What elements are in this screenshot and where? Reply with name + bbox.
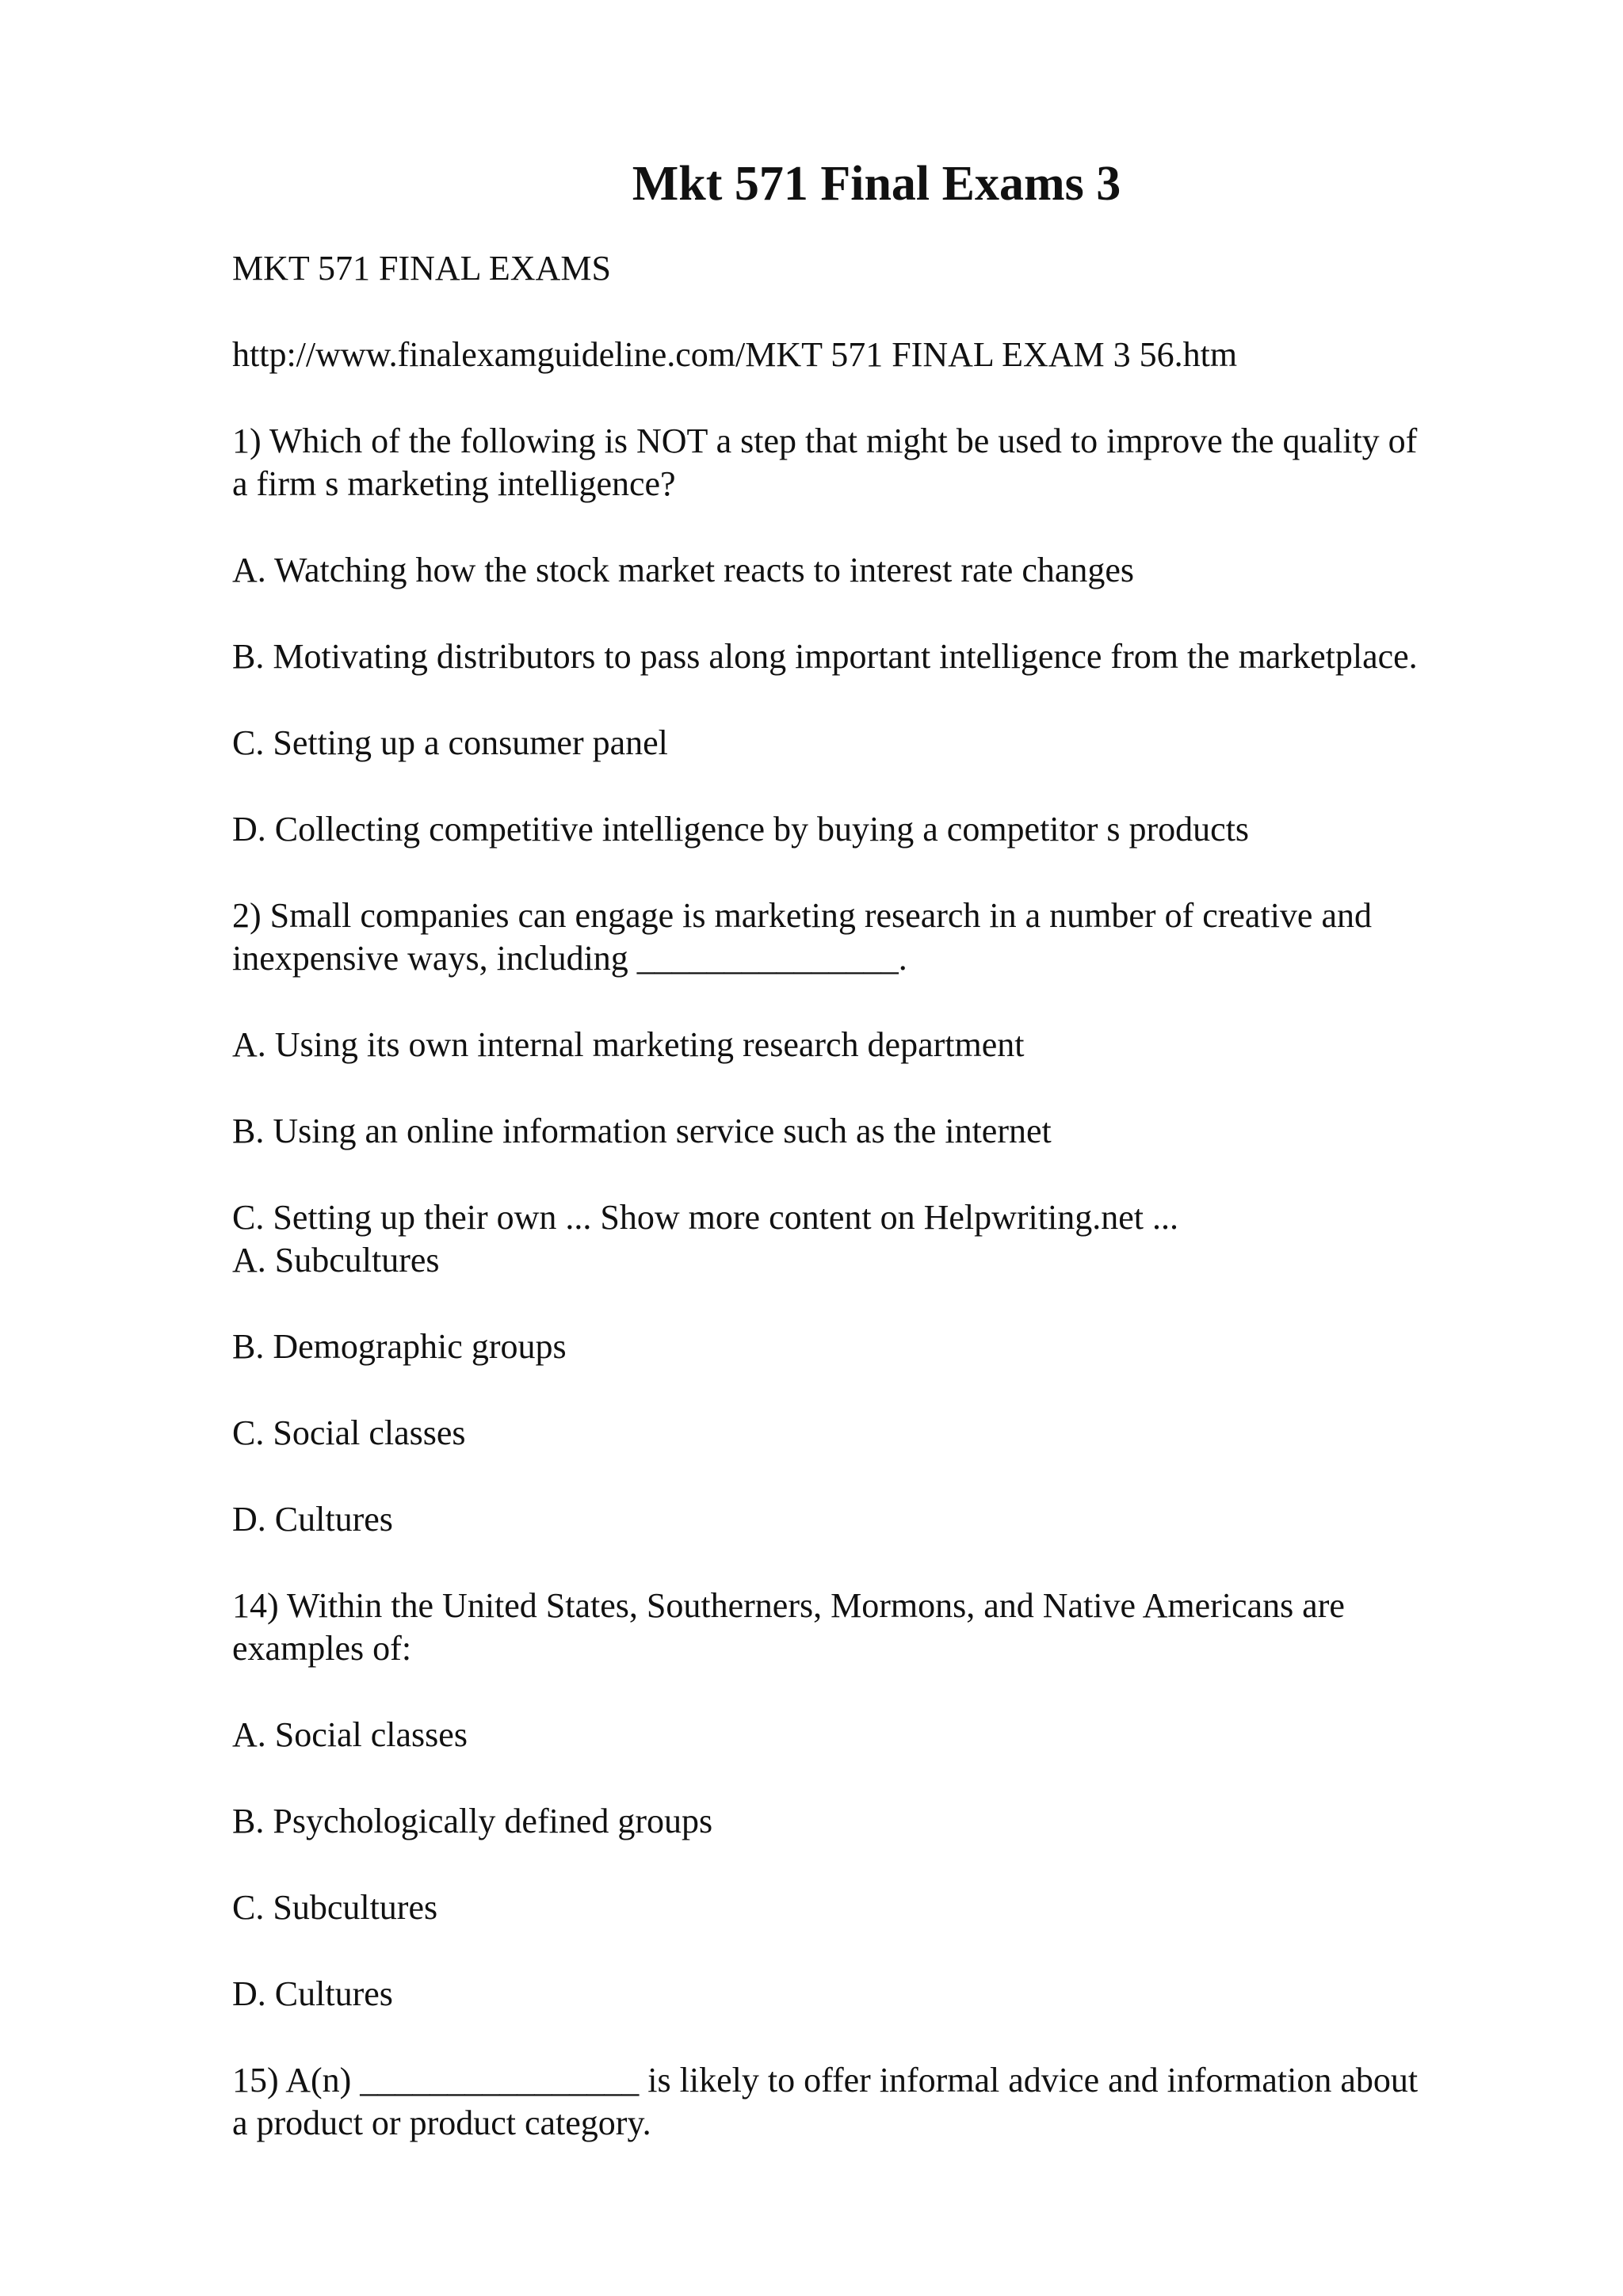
question-2-option-a: A. Using its own internal marketing research department xyxy=(232,1025,1025,1064)
question-14: 14) Within the United States, Southerners, Mormons, and Native Americans are examples of: xyxy=(232,1586,1345,1668)
question-1-option-c: C. Setting up a consumer panel xyxy=(232,723,668,762)
question-14-option-a: A. Social classes xyxy=(232,1715,468,1754)
question-2-option-b: B. Using an online information service such as the internet xyxy=(232,1112,1052,1150)
question-2: 2) Small companies can engage is marketing research in a number of creative and inexpensive ways, including _______________. xyxy=(232,896,1372,978)
question-2-option-c-truncated: C. Setting up their own ... Show more content on Helpwriting.net ... A. Subcultures xyxy=(232,1198,1178,1280)
page-title: Mkt 571 Final Exams 3 xyxy=(632,157,1121,211)
question-1-option-b: B. Motivating distributors to pass along important intelligence from the marketplace. xyxy=(232,637,1418,676)
question-14-option-c: C. Subcultures xyxy=(232,1888,438,1927)
question-1: 1) Which of the following is NOT a step that might be used to improve the quality of a firm s marketing intelligence? xyxy=(232,421,1418,503)
question-1-option-a: A. Watching how the stock market reacts to interest rate changes xyxy=(232,551,1135,589)
option-c-social-classes: C. Social classes xyxy=(232,1413,466,1452)
course-heading: MKT 571 FINAL EXAMS xyxy=(232,249,611,288)
question-14-option-d: D. Cultures xyxy=(232,1974,393,2013)
question-1-option-d: D. Collecting competitive intelligence by buying a competitor s products xyxy=(232,810,1250,849)
source-url: http://www.finalexamguideline.com/MKT 571 FINAL EXAM 3 56.htm xyxy=(232,335,1238,374)
option-b-demographic: B. Demographic groups xyxy=(232,1327,567,1366)
question-15: 15) A(n) ________________ is likely to offer informal advice and information about a product or product category. xyxy=(232,2061,1419,2142)
option-d-cultures: D. Cultures xyxy=(232,1500,393,1539)
question-14-option-b: B. Psychologically defined groups xyxy=(232,1802,713,1840)
